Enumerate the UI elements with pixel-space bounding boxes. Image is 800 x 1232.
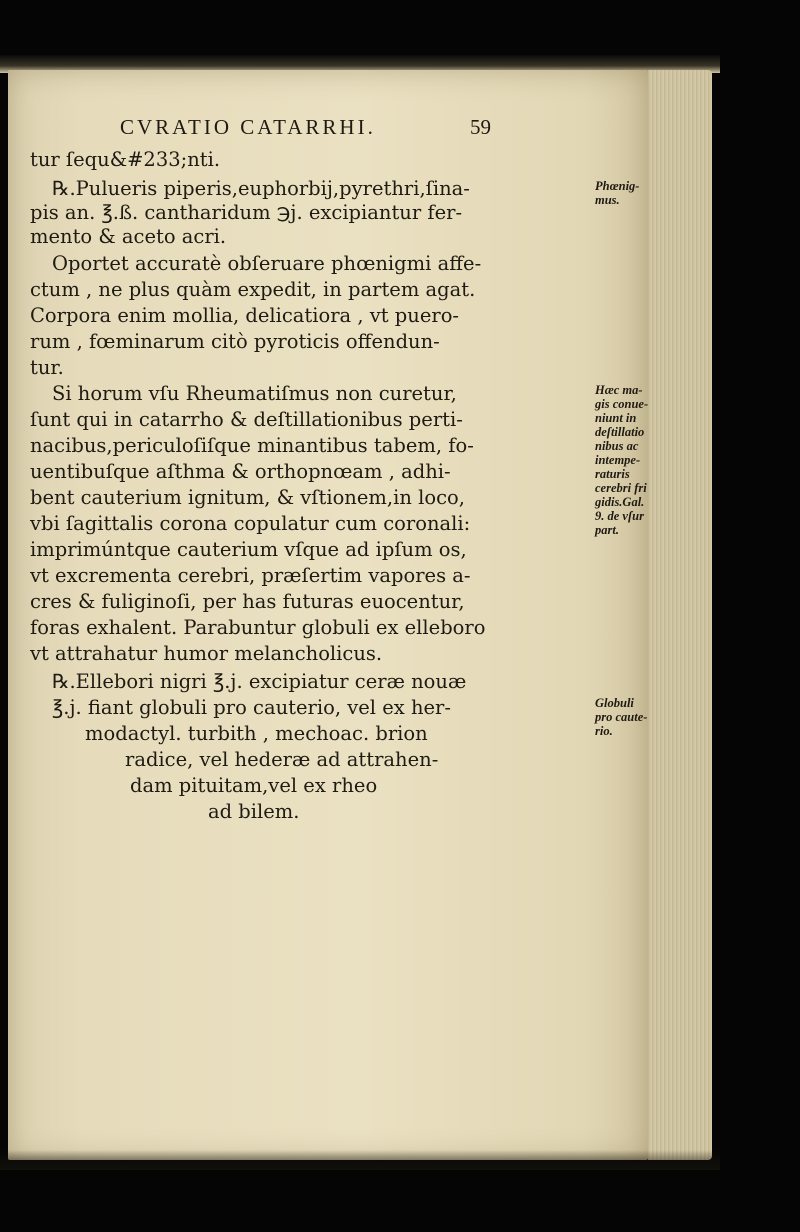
text-line: nacibus,periculoſiſque minantibus tabem, fo-	[30, 434, 474, 457]
running-head	[120, 115, 520, 140]
bottom-shadow	[0, 1150, 720, 1170]
text-line: tur ſequ&#233;nti.	[30, 148, 221, 171]
text-line: radice, vel hederæ ad attrahen-	[125, 748, 439, 771]
text-line: mento & aceto acri.	[30, 225, 227, 248]
text-line: rum , fœminarum citò pyroticis offendun-	[30, 330, 440, 353]
text-line: imprimúntque cauterium vſque ad ipſum os,	[30, 538, 467, 561]
margin-note-line: Hæc ma-	[595, 383, 643, 397]
text-line: ℞.Ellebori nigri ℥.j. excipiatur ceræ nouæ	[52, 670, 467, 693]
margin-note-line: part.	[595, 523, 619, 537]
text-line: Corpora enim mollia, delicatiora , vt puero-	[30, 304, 460, 327]
text-line: ℥.j. fiant globuli pro cauterio, vel ex her-	[52, 696, 451, 719]
margin-note-haec-magis	[595, 383, 648, 537]
text-line: modactyl. turbith , mechoac. brion	[85, 722, 428, 745]
text-line: Si horum vſu Rheumatiſmus non curetur,	[52, 382, 457, 405]
margin-note-line: gis conue-	[595, 397, 649, 411]
text-line: ℞.Pulueris piperis,euphorbij,pyrethri,ſina-	[52, 177, 470, 200]
margin-note-line: intempe-	[595, 453, 641, 467]
margin-note-line: gidis.Gal.	[595, 495, 645, 509]
text-line: vbi ſagittalis corona copulatur cum coronali:	[30, 512, 471, 535]
text-line: cres & fuliginoſi, per has futuras euocentur,	[30, 590, 465, 613]
text-line: vt attrahatur humor melancholicus.	[30, 642, 383, 665]
margin-note-line: cerebri fri	[595, 481, 647, 495]
margin-note-line: nibus ac	[595, 439, 639, 453]
margin-note-line: Globuli	[595, 696, 634, 710]
text-line: ctum , ne plus quàm expedit, in partem agat.	[30, 278, 476, 301]
text-line: bent cauterium ignitum, & vſtionem,in loco,	[30, 486, 465, 509]
text-line: uentibuſque aſthma & orthopnœam , adhi-	[30, 460, 451, 483]
text-line: tur.	[30, 356, 64, 379]
text-line: dam pituitam,vel ex rheo	[130, 774, 378, 797]
page-number: 59	[470, 115, 491, 139]
margin-note-line: raturis	[595, 467, 630, 481]
margin-note-globuli	[595, 696, 647, 738]
text-line: pis an. ℥.ß. cantharidum ℈j. excipiantur fer-	[30, 201, 463, 224]
margin-note-line: pro caute-	[595, 710, 648, 724]
running-head-title: CVRATIO CATARRHI.	[120, 115, 376, 139]
text-line: foras exhalent. Parabuntur globuli ex elleboro	[30, 616, 486, 639]
margin-note-line: 9. de vſur	[595, 509, 644, 523]
margin-note-line: niunt in	[595, 411, 637, 425]
margin-note-line: Phœnig-	[595, 179, 640, 193]
text-line: vt excrementa cerebri, præſertim vapores a-	[30, 564, 471, 587]
text-line: ad bilem.	[208, 800, 300, 823]
margin-note-line: mus.	[595, 193, 620, 207]
page-edges	[648, 70, 712, 1160]
margin-note-line: rio.	[595, 724, 613, 738]
text-line: Oportet accuratè obſeruare phœnigmi affe-	[52, 252, 482, 275]
margin-note-line: deſtillatio	[595, 425, 645, 439]
text-line: ſunt qui in catarrho & deſtillationibus perti-	[30, 408, 463, 431]
margin-note-phoenigmus	[595, 179, 639, 207]
